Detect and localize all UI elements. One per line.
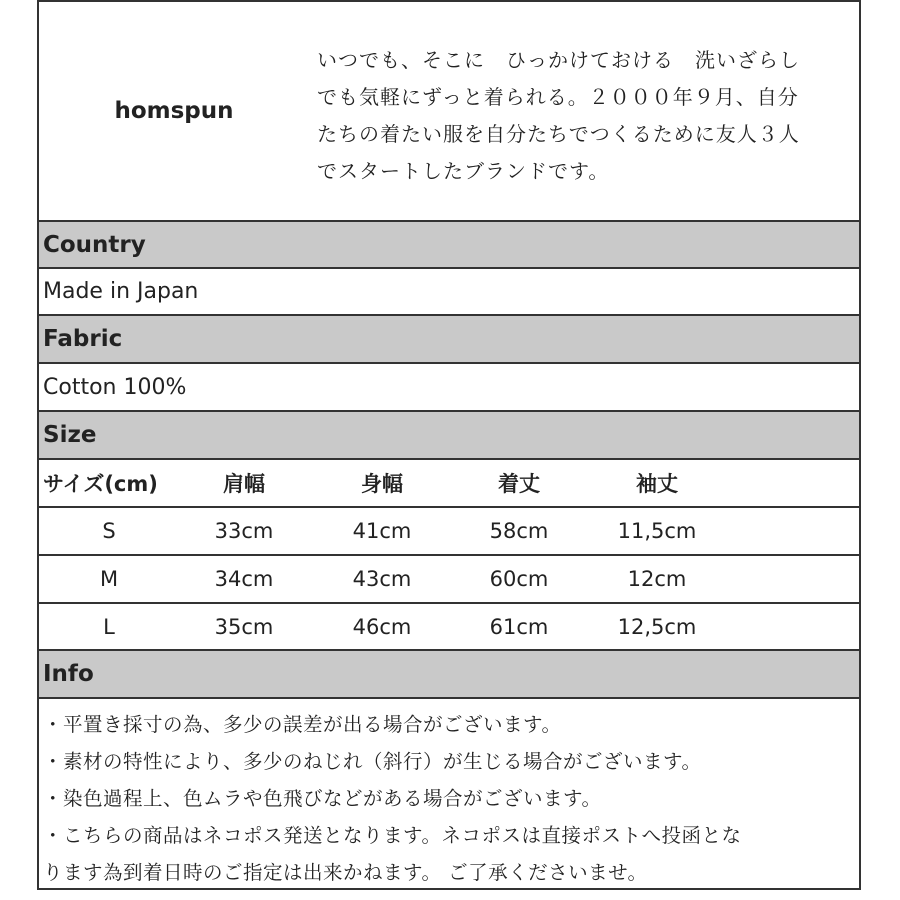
size-table-header	[39, 460, 859, 508]
length-cell: 60cm	[489, 567, 549, 591]
country-value: Made in Japan	[43, 279, 199, 304]
brand-description-line: でも気軽にずっと着られる。２０００年９月、自分	[317, 85, 799, 109]
brand-description-line: でスタートしたブランドです。	[317, 159, 610, 183]
info-line: ります為到着日時のご指定は出来かねます。 ご了承くださいませ。	[43, 861, 648, 884]
info-line: ・素材の特性により、多少のねじれ（斜行）が生じる場合がございます。	[43, 750, 702, 773]
size-cell: S	[102, 519, 116, 543]
country-value-row	[39, 269, 859, 316]
brand-description-line: いつでも、そこに ひっかけておける 洗いざらし	[317, 48, 800, 72]
fabric-value: Cotton 100%	[43, 374, 187, 400]
sleeve-cell: 11,5cm	[617, 519, 697, 543]
size-label: Size	[43, 422, 97, 448]
size-header-cell: 袖丈	[636, 472, 678, 496]
fabric-header-row	[39, 316, 859, 364]
info-header-row	[39, 651, 859, 699]
table-row	[39, 508, 859, 556]
brand-description-line: たちの着たい服を自分たちでつくるために友人３人	[317, 122, 800, 146]
width-cell: 41cm	[352, 519, 412, 543]
size-header-cell: 着丈	[498, 472, 540, 496]
info-body	[39, 699, 859, 888]
size-header-row	[39, 412, 859, 460]
country-label: Country	[43, 231, 146, 258]
size-cell: L	[103, 614, 115, 639]
info-line: ・こちらの商品はネコポス発送となります。ネコポスは直接ポストへ投函とな	[43, 824, 742, 847]
length-cell: 58cm	[489, 519, 549, 543]
table-row	[39, 604, 859, 651]
width-cell: 46cm	[352, 614, 412, 639]
size-cell: M	[99, 567, 119, 591]
shoulder-cell: 34cm	[214, 567, 274, 591]
sleeve-cell: 12cm	[627, 567, 687, 591]
info-line: ・平置き採寸の為、多少の誤差が出る場合がございます。	[43, 713, 562, 736]
product-info-table	[37, 0, 861, 890]
info-line: ・染色過程上、色ムラや色飛びなどがある場合がございます。	[43, 787, 602, 810]
brand-row	[39, 2, 859, 222]
sleeve-cell: 12,5cm	[617, 614, 697, 639]
fabric-value-row	[39, 364, 859, 412]
width-cell: 43cm	[352, 567, 412, 591]
shoulder-cell: 35cm	[214, 614, 274, 639]
fabric-label: Fabric	[43, 326, 123, 352]
size-header-cell: 肩幅	[223, 472, 265, 496]
size-header-cell: 身幅	[361, 472, 403, 496]
size-header-cell: サイズ(cm)	[43, 472, 158, 496]
brand-name: homspun	[114, 98, 234, 124]
table-row	[39, 556, 859, 604]
info-label: Info	[43, 661, 94, 687]
shoulder-cell: 33cm	[214, 519, 274, 543]
country-header-row	[39, 222, 859, 269]
brand-description	[317, 42, 857, 190]
length-cell: 61cm	[489, 614, 549, 639]
